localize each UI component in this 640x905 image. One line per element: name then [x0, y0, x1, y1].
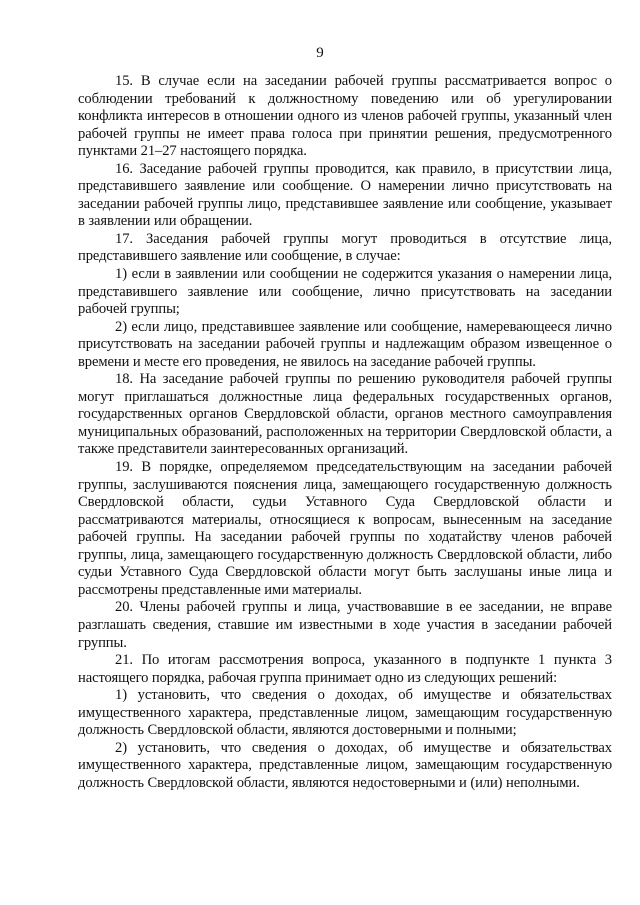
paragraph-20: 20. Члены рабочей группы и лица, участвовавшие в ее заседании, не вправе разглашать сведения, ставшие им известными в ходе участия в заседании рабочей группы. — [78, 599, 612, 651]
paragraph-17-item-2: 2) если лицо, представившее заявление или сообщение, намеревающееся лично присутствовать на заседании рабочей группы и надлежащим образом извещенное о времени и месте его проведения, не явилось на заседание рабочей группы. — [78, 318, 612, 370]
page-number: 9 — [316, 45, 324, 61]
paragraph-17-item-1: 1) если в заявлении или сообщении не содержится указания о намерении лица, представившего заявление или сообщение, лично присутствовать на заседании рабочей группы; — [78, 266, 612, 318]
paragraph-21-item-1: 1) установить, что сведения о доходах, об имуществе и обязательствах имущественного характера, представленные лицом, замещающим государственную должность Свердловской области, являются достоверными и полными; — [78, 687, 612, 739]
document-body — [78, 73, 612, 792]
paragraph-16: 16. Заседание рабочей группы проводится, как правило, в присутствии лица, представившего заявление или сообщение. О намерении лично присутствовать на заседании рабочей группы лицо, представившее заявление или сообщение, указывает в заявлении или обращении. — [78, 160, 612, 230]
paragraph-19: 19. В порядке, определяемом председательствующим на заседании рабочей группы, заслушиваются пояснения лица, замещающего государственную должность Свердловской области, судьи Уставного Суда Свердловской области и рассматриваются материалы, относящиеся к вопросам, вынесенным на заседание рабочей группы. На заседании рабочей группы по ходатайству членов рабочей группы, лица, замещающего государственную должность Свердловской области, либо судьи Уставного Суда Свердловской области могут быть заслушаны иные лица и рассмотрены представленные ими материалы. — [78, 459, 612, 598]
paragraph-21-item-2: 2) установить, что сведения о доходах, об имуществе и обязательствах имущественного характера, представленные лицом, замещающим государственную должность Свердловской области, являются недостоверными и (или) неполными. — [78, 739, 612, 791]
paragraph-21: 21. По итогам рассмотрения вопроса, указанного в подпункте 1 пункта 3 настоящего порядка, рабочая группа принимает одно из следующих решений: — [78, 652, 612, 686]
paragraph-17: 17. Заседания рабочей группы могут проводиться в отсутствие лица, представившего заявление или сообщение, в случае: — [78, 230, 612, 265]
paragraph-15: 15. В случае если на заседании рабочей группы рассматривается вопрос о соблюдении требований к должностному поведению или об урегулировании конфликта интересов в отношении одного из членов рабочей группы, указанный член рабочей группы не имеет права голоса при принятии решения, предусмотренного пунктами 21–27 настоящего порядка. — [78, 73, 612, 160]
paragraph-18: 18. На заседание рабочей группы по решению руководителя рабочей группы могут приглашаться должностные лица федеральных государственных органов, государственных органов Свердловской области, органов местного самоуправления муниципальных образований, расположенных на территории Свердловской области, а также представители заинтересованных организаций. — [78, 371, 612, 458]
